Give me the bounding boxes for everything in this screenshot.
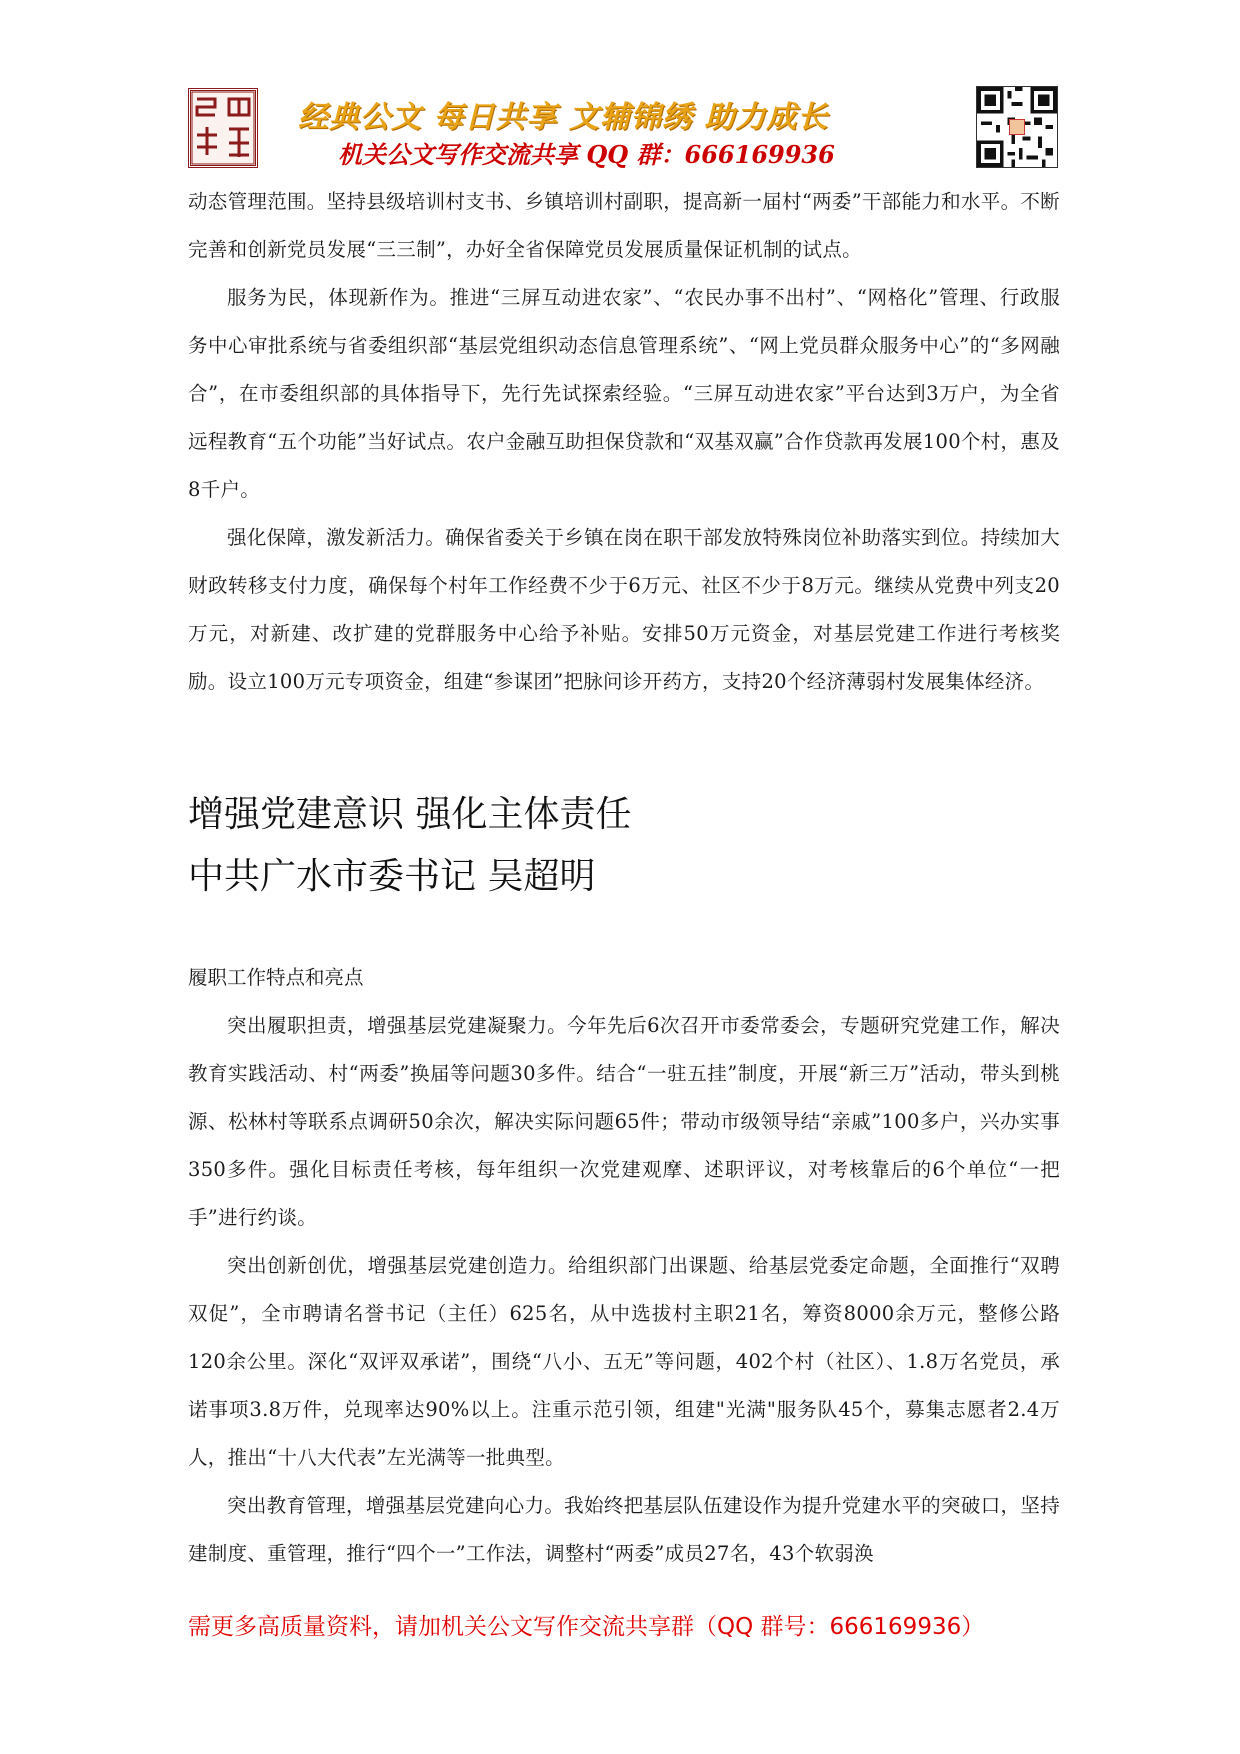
section-heading: 履职工作特点和亮点: [188, 966, 364, 989]
qr-code-image: [976, 86, 1058, 168]
paragraph-service: 服务为民，体现新作为。推进“三屏互动进农家”、“农民办事不出村”、“网格化”管理、行政服务中心审批系统与省委组织部“基层党组织动态信息管理系统”、“网上党员群众服务中心”的“多网融合”，在市委组织部的具体指导下，先行先试探索经验。“三屏互动进农家”平台达到3万户，为全省远程教育“五个功能”当好试点。农户金融互助担保贷款和“双基双赢”合作贷款再发展100个村，惠及8千户。: [188, 286, 1060, 501]
footer-notice: 需更多高质量资料，请加机关公文写作交流共享群（QQ 群号：666169936）: [188, 1614, 985, 1640]
article-title: 增强党建意识 强化主体责任: [188, 794, 632, 835]
paragraph-guarantee: 强化保障，激发新活力。确保省委关于乡镇在岗在职干部发放特殊岗位补助落实到位。持续加大财政转移支付力度，确保每个村年工作经费不少于6万元、社区不少于8万元。继续从党费中列支20万元，对新建、改扩建的党群服务中心给予补贴。安排50万元资金，对基层党建工作进行考核奖励。设立100万元专项资金，组建“参谋团”把脉问诊开药方，支持20个经济薄弱村发展集体经济。: [188, 526, 1060, 693]
paragraph-innovation: 突出创新创优，增强基层党建创造力。给组织部门出课题、给基层党委定命题，全面推行“双聘双促”，全市聘请名誉书记（主任）625名，从中选拔村主职21名，筹资8000余万元，整修公路120余公里。深化“双评双承诺”，围绕“八小、五无”等问题，402个村（社区）、1.8万名党员，承诺事项3.8万件，兑现率达90%以上。注重示范引领，组建"光满"服务队45个，募集志愿者2.4万人，推出“十八大代表”左光满等一批典型。: [188, 1254, 1060, 1469]
paragraph-continued: 动态管理范围。坚持县级培训村支书、乡镇培训村副职，提高新一届村“两委”干部能力和水平。不断完善和创新党员发展“三三制”，办好全省保障党员发展质量保证机制的试点。: [188, 190, 1060, 261]
page-header: [188, 84, 1058, 176]
paragraph-education: 突出教育管理，增强基层党建向心力。我始终把基层队伍建设作为提升党建水平的突破口，坚持建制度、重管理，推行“四个一”工作法，调整村“两委”成员27名，43个软弱涣: [188, 1494, 1060, 1565]
article-author: 中共广水市委书记 吴超明: [188, 856, 596, 897]
header-qq-group: 机关公文写作交流共享 QQ 群：666169936: [338, 140, 835, 169]
document-body: [188, 178, 1060, 1578]
section-gap: [188, 706, 1060, 784]
paragraph-responsibility: 突出履职担责，增强基层党建凝聚力。今年先后6次召开市委常委会，专题研究党建工作，解决教育实践活动、村“两委”换届等问题30多件。结合“一驻五挂”制度，开展“新三万”活动，带头到桃源、松林村等联系点调研50余次，解决实际问题65件；带动市级领导结“亲戚”100多户，兴办实事350多件。强化目标责任考核，每年组织一次党建观摩、述职评议，对考核靠后的6个单位“一把手”进行约谈。: [188, 1014, 1060, 1229]
header-slogan: 经典公文 每日共享 文辅锦绣 助力成长: [298, 100, 829, 135]
qr-code-graphic: [977, 87, 1057, 167]
logo-seal-graphic: [191, 91, 255, 165]
logo-seal: [188, 88, 258, 168]
